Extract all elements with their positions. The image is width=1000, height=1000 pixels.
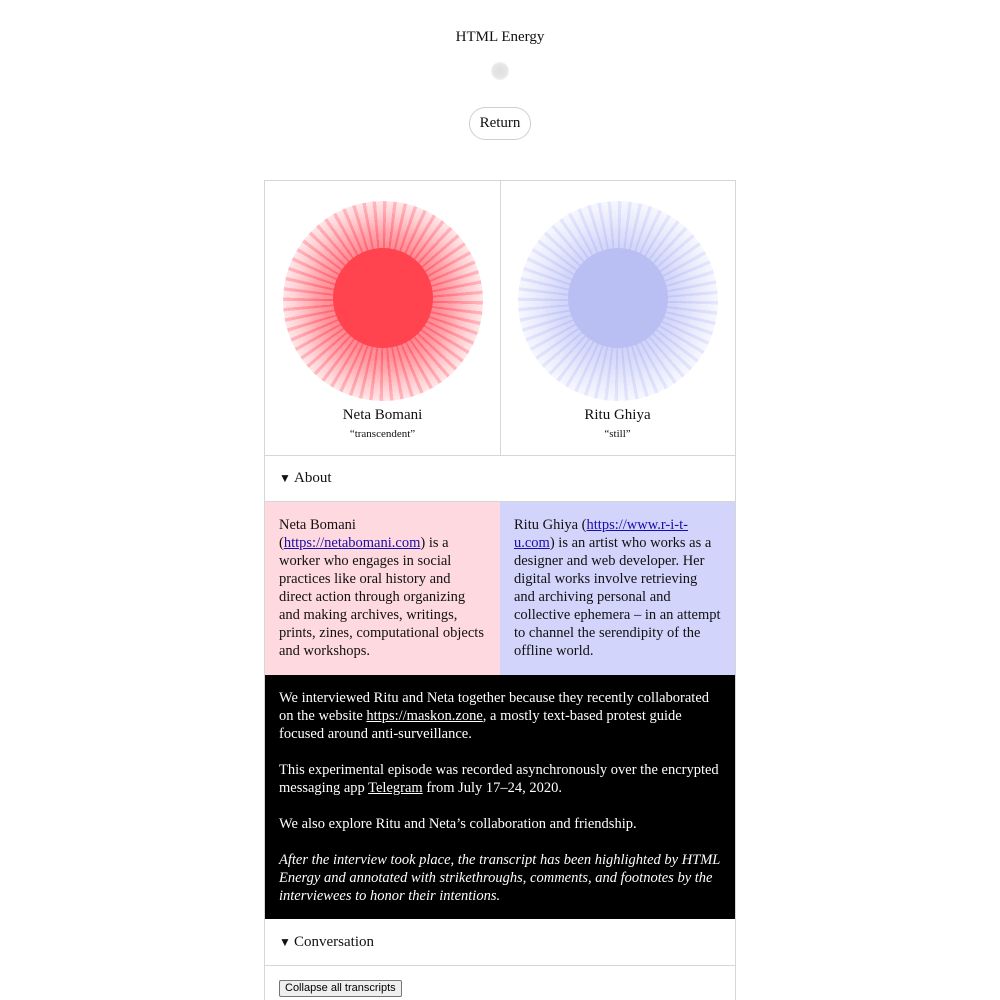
- bio-ritu: [500, 502, 735, 675]
- bio-ritu-text: ) is an artist who works as a designer and web developer. Her digital works involve retrieving and archiving personal and collective ephemera – in an attempt to channel the serendipity of the offline world.: [514, 535, 721, 659]
- person-word-neta: “transcendent”: [349, 428, 416, 440]
- bios: [265, 502, 735, 675]
- intro-p1-after: , a mostly text-based protest guide focused around anti-surveillance.: [279, 708, 682, 742]
- people-row: [265, 181, 735, 456]
- conversation-toggle[interactable]: [265, 919, 735, 966]
- intro-paragraph-4: After the interview took place, the transcript has been highlighted by HTML Energy and annotated with strikethroughs, comments, and footnotes by the interviewees to honor their intentions.: [279, 852, 721, 904]
- site-title: HTML Energy: [455, 29, 545, 45]
- neta-website-link[interactable]: https://netabomani.com: [283, 535, 421, 551]
- triangle-down-icon: ▼: [279, 935, 291, 949]
- ritu-orb: [518, 201, 718, 401]
- about-toggle[interactable]: [265, 455, 735, 502]
- person-name-neta: Neta Bomani: [342, 407, 423, 423]
- collapse-transcripts-button[interactable]: Collapse all transcripts: [279, 980, 402, 997]
- episode-panel: [264, 180, 736, 1000]
- bio-neta: [265, 502, 500, 675]
- triangle-down-icon: ▼: [279, 471, 291, 485]
- bio-neta-paren: (: [279, 535, 284, 551]
- maskon-link[interactable]: https://maskon.zone: [366, 708, 483, 724]
- person-card-neta: [265, 181, 501, 455]
- intro-paragraph-3: We also explore Ritu and Neta’s collaboration and friendship.: [279, 816, 637, 832]
- ritu-website-link[interactable]: https://www.r-i-t-u.com: [514, 517, 688, 551]
- bio-ritu-name: Ritu Ghiya: [514, 517, 579, 533]
- return-button[interactable]: Return: [469, 107, 531, 140]
- intro-paragraph-1: [279, 689, 721, 743]
- bio-neta-name: Neta Bomani: [279, 517, 356, 533]
- neta-orb: [283, 201, 483, 401]
- intro-paragraph-2: [279, 761, 721, 797]
- person-word-ritu: “still”: [604, 428, 631, 440]
- intro-p1-before: We interviewed Ritu and Neta together because they recently collaborated on the website: [279, 690, 710, 724]
- about-label: About: [294, 470, 332, 486]
- conversation-label: Conversation: [294, 934, 374, 950]
- telegram-link[interactable]: Telegram: [368, 780, 423, 796]
- person-name-ritu: Ritu Ghiya: [584, 407, 651, 423]
- person-card-ritu: [500, 181, 735, 455]
- neta-orb-core: [333, 248, 433, 348]
- energy-dot-icon: [491, 62, 509, 80]
- intro-p2-before: This experimental episode was recorded asynchronously over the encrypted messaging app: [279, 762, 719, 796]
- bio-ritu-paren: (: [578, 517, 587, 533]
- ritu-orb-core: [568, 248, 668, 348]
- intro-p2-after: from July 17–24, 2020.: [422, 780, 563, 796]
- intro-block: [265, 675, 735, 919]
- bio-neta-text: ) is a worker who engages in social practices like oral history and direct action through organizing and making archives, writings, prints, zines, computational objects and workshops.: [279, 535, 484, 659]
